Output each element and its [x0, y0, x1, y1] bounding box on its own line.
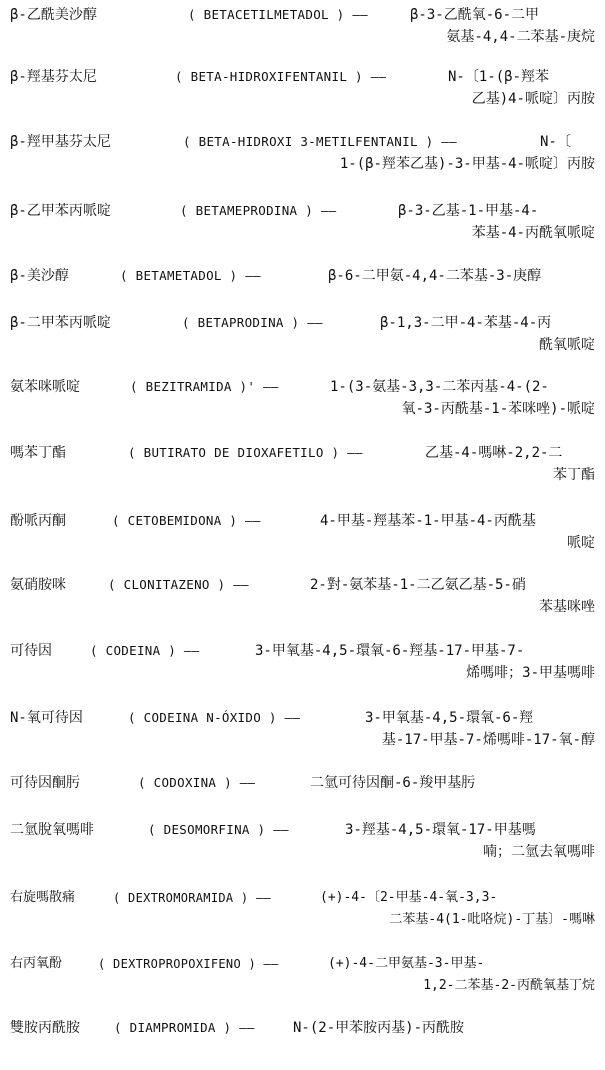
- entry-latin-name: ( BETAPRODINA ) ——: [182, 315, 323, 330]
- glossary-entry: [10, 200, 595, 244]
- glossary-entry: [10, 312, 595, 356]
- glossary-entry: [10, 376, 595, 420]
- entry-chinese-name: 嗎苯丁酯: [10, 445, 66, 461]
- entry-first-line: [10, 640, 595, 662]
- glossary-entry: [10, 574, 595, 618]
- entry-chinese-name: β-乙甲苯丙哌啶: [10, 203, 111, 219]
- entry-second-line: [10, 153, 595, 175]
- entry-definition: 3-甲氧基-4,5-環氧-6-羥: [365, 710, 534, 726]
- entry-definition: N-〔1-(β-羥苯: [448, 69, 550, 85]
- entry-latin-name: ( BETAMETADOL ) ——: [120, 268, 261, 283]
- entry-latin-name: ( DESOMORFINA ) ——: [148, 822, 289, 837]
- entry-first-line: [10, 887, 595, 909]
- entry-chinese-name: N-氧可待因: [10, 710, 83, 726]
- entry-latin-name: ( BETACETILMETADOL ) ——: [188, 7, 368, 22]
- entry-first-line: [10, 131, 595, 153]
- entry-chinese-name: β-羥基芬太尼: [10, 69, 97, 85]
- entry-first-line: [10, 265, 595, 287]
- glossary-entry: [10, 1017, 595, 1039]
- entry-first-line: [10, 4, 595, 26]
- entry-latin-name: ( BETA-HIDROXI 3-METILFENTANIL ) ——: [183, 134, 457, 149]
- entry-definition: 3-甲氧基-4,5-環氧-6-羥基-17-甲基-7-: [255, 643, 525, 659]
- entry-second-line: [10, 532, 595, 554]
- entry-latin-name: ( CODEINA N-ÓXIDO ) ——: [128, 710, 301, 725]
- entry-second-line: [10, 729, 595, 751]
- entry-second-line: [10, 398, 595, 420]
- entry-first-line: [10, 66, 595, 88]
- entry-definition: 4-甲基-羥基苯-1-甲基-4-丙酰基: [320, 513, 536, 529]
- entry-first-line: [10, 772, 595, 794]
- entry-chinese-name: β-二甲苯丙哌啶: [10, 315, 111, 331]
- entry-chinese-name: 氨苯咪哌啶: [10, 379, 80, 395]
- entry-second-line: [10, 26, 595, 48]
- entry-definition: 2-對-氨苯基-1-二乙氨乙基-5-硝: [310, 577, 526, 593]
- entry-latin-name: ( BETAMEPRODINA ) ——: [180, 203, 337, 218]
- entry-first-line: [10, 1017, 595, 1039]
- entry-definition-continued: 苯丁酯: [553, 467, 595, 483]
- entry-latin-name: ( CLONITAZENO ) ——: [108, 577, 249, 592]
- glossary-entry: [10, 265, 595, 287]
- entry-first-line: [10, 442, 595, 464]
- entry-chinese-name: 酚哌丙酮: [10, 513, 66, 529]
- entry-chinese-name: 二氫脫氧嗎啡: [10, 822, 94, 838]
- entry-chinese-name: 可待因: [10, 643, 52, 659]
- entry-definition-continued: 烯嗎啡；3-甲基嗎啡: [466, 665, 595, 681]
- entry-chinese-name: 可待因酮肟: [10, 775, 80, 791]
- glossary-entry: [10, 4, 595, 48]
- glossary-entry: [10, 131, 595, 175]
- entry-second-line: [10, 222, 595, 244]
- glossary-entry: [10, 640, 595, 684]
- entry-definition-continued: 二苯基-4(1-吡咯烷)-丁基〕-嗎啉: [389, 912, 595, 927]
- entry-definition-continued: 哌啶: [567, 535, 595, 551]
- entry-chinese-name: 雙胺丙酰胺: [10, 1020, 80, 1036]
- entry-definition-continued: 酰氧哌啶: [539, 337, 595, 353]
- entry-definition: 3-羥基-4,5-環氧-17-甲基嗎: [345, 822, 536, 838]
- glossary-entry: [10, 66, 595, 110]
- entry-chinese-name: β-羥甲基芬太尼: [10, 134, 111, 150]
- entry-definition: (+)-4-二甲氨基-3-甲基-: [328, 956, 485, 971]
- glossary-entry: [10, 442, 595, 486]
- entry-first-line: [10, 574, 595, 596]
- entry-first-line: [10, 953, 595, 975]
- entry-definition-continued: 氨基-4,4-二苯基-庚烷: [446, 29, 595, 45]
- entry-chinese-name: β-乙酰美沙醇: [10, 7, 97, 23]
- glossary-entry: [10, 819, 595, 863]
- entry-latin-name: ( DEXTROPROPOXIFENO ) ——: [98, 957, 279, 971]
- entry-definition: β-6-二甲氨-4,4-二苯基-3-庚醇: [328, 268, 542, 284]
- entry-definition-continued: 苯基咪唑: [539, 599, 595, 615]
- entry-latin-name: ( DIAMPROMIDA ) ——: [114, 1020, 255, 1035]
- entry-definition-continued: 乙基)4-哌啶〕丙胺: [471, 91, 595, 107]
- entry-chinese-name: 右丙氧酚: [10, 956, 63, 971]
- entry-second-line: [10, 975, 595, 997]
- entry-first-line: [10, 200, 595, 222]
- entry-latin-name: ( BUTIRATO DE DIOXAFETILO ) ——: [128, 445, 363, 460]
- entry-definition-continued: 1-(β-羥苯乙基)-3-甲基-4-哌啶〕丙胺: [339, 156, 595, 172]
- entry-second-line: [10, 464, 595, 486]
- entry-definition: β-1,3-二甲-4-苯基-4-丙: [380, 315, 552, 331]
- entry-second-line: [10, 909, 595, 931]
- entry-chinese-name: 氨硝胺咪: [10, 577, 66, 593]
- entry-second-line: [10, 596, 595, 618]
- entry-first-line: [10, 707, 595, 729]
- entry-definition-continued: 1,2-二苯基-2-丙酰氧基丁烷: [423, 978, 595, 993]
- entry-definition: N-〔: [540, 134, 571, 150]
- entry-chinese-name: β-美沙醇: [10, 268, 69, 284]
- entry-first-line: [10, 376, 595, 398]
- entry-definition-continued: 氧-3-丙酰基-1-苯咪唑)-哌啶: [401, 401, 595, 417]
- glossary-entry: [10, 772, 595, 794]
- glossary-entry: [10, 707, 595, 751]
- entry-latin-name: ( DEXTROMORAMIDA ) ——: [113, 891, 272, 905]
- entry-first-line: [10, 312, 595, 334]
- entry-second-line: [10, 88, 595, 110]
- entry-second-line: [10, 662, 595, 684]
- entry-definition: β-3-乙酰氧-6-二甲: [410, 7, 540, 23]
- entry-definition: 乙基-4-嗎啉-2,2-二: [425, 445, 563, 461]
- entry-definition-continued: 喃；二氫去氧嗎啡: [483, 844, 595, 860]
- entry-first-line: [10, 819, 595, 841]
- entry-definition: 1-(3-氨基-3,3-二苯丙基-4-(2-: [330, 379, 549, 395]
- entry-definition-continued: 苯基-4-丙酰氧哌啶: [471, 225, 595, 241]
- glossary-entry: [10, 953, 595, 997]
- glossary-entry: [10, 887, 595, 931]
- entry-latin-name: ( CODOXINA ) ——: [138, 775, 256, 790]
- entry-latin-name: ( BEZITRAMIDA )' ——: [130, 379, 279, 394]
- entry-latin-name: ( CODEINA ) ——: [90, 643, 200, 658]
- entry-first-line: [10, 510, 595, 532]
- entry-latin-name: ( BETA-HIDROXIFENTANIL ) ——: [175, 69, 387, 84]
- entry-chinese-name: 右旋嗎散痛: [10, 890, 76, 905]
- entry-second-line: [10, 334, 595, 356]
- entry-definition: β-3-乙基-1-甲基-4-: [398, 203, 539, 219]
- entry-definition: N-(2-甲苯胺丙基)-丙酰胺: [293, 1020, 465, 1036]
- entry-definition-continued: 基-17-甲基-7-烯嗎啡-17-氧-醇: [381, 732, 595, 748]
- entry-definition: 二氫可待因酮-6-羧甲基肟: [310, 775, 476, 791]
- entry-definition: (+)-4-〔2-甲基-4-氧-3,3-: [320, 890, 498, 905]
- entry-latin-name: ( CETOBEMIDONA ) ——: [112, 513, 261, 528]
- entry-second-line: [10, 841, 595, 863]
- glossary-entry: [10, 510, 595, 554]
